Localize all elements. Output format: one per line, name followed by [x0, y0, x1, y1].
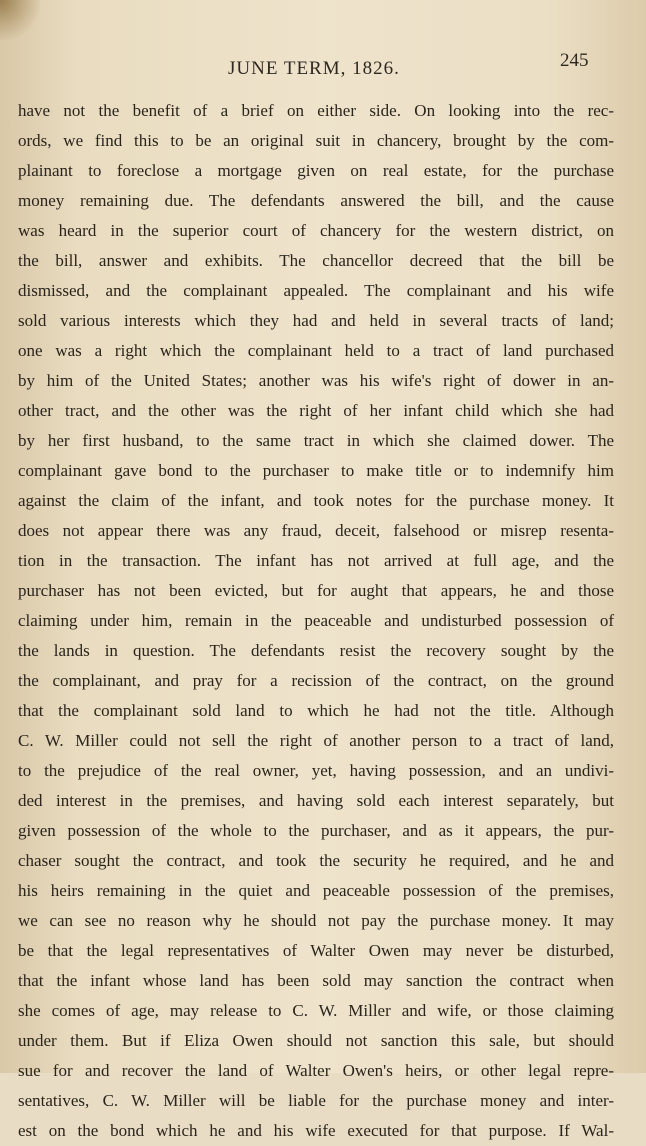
- text-line: claiming under him, remain in the peaceable and undisturbed possession of: [18, 611, 614, 630]
- text-line: by her first husband, to the same tract in which she claimed dower. The: [18, 431, 614, 450]
- text-line: be that the legal representatives of Walter Owen may never be disturbed,: [18, 941, 614, 960]
- text-line: we can see no reason why he should not pay the purchase money. It may: [18, 911, 614, 930]
- text-line: the bill, answer and exhibits. The chancellor decreed that the bill be: [18, 251, 614, 270]
- text-line: have not the benefit of a brief on either side. On looking into the rec-: [18, 101, 614, 120]
- corner-stain: [0, 0, 40, 40]
- text-line: chaser sought the contract, and took the security he required, and he and: [18, 851, 614, 870]
- text-line: given possession of the whole to the purchaser, and as it appears, the pur-: [18, 821, 614, 840]
- text-line: C. W. Miller could not sell the right of another person to a tract of land,: [18, 731, 614, 750]
- text-line: under them. But if Eliza Owen should not sanction this sale, but should: [18, 1031, 614, 1050]
- running-head: JUNE TERM, 1826.: [228, 58, 400, 79]
- body-text: [18, 96, 614, 1146]
- text-line: by him of the United States; another was his wife's right of dower in an-: [18, 371, 614, 390]
- text-line: does not appear there was any fraud, deceit, falsehood or misrep resenta-: [18, 521, 614, 540]
- text-line: one was a right which the complainant held to a tract of land purchased: [18, 341, 614, 360]
- text-line: the lands in question. The defendants resist the recovery sought by the: [18, 641, 614, 660]
- text-line: that the complainant sold land to which he had not the title. Although: [18, 701, 614, 720]
- text-line: tion in the transaction. The infant has not arrived at full age, and the: [18, 551, 614, 570]
- text-line: purchaser has not been evicted, but for aught that appears, he and those: [18, 581, 614, 600]
- text-line: money remaining due. The defendants answered the bill, and the cause: [18, 191, 614, 210]
- text-line: dismissed, and the complainant appealed. The complainant and his wife: [18, 281, 614, 300]
- text-line: other tract, and the other was the right of her infant child which she had: [18, 401, 614, 420]
- page-number: 245: [560, 50, 589, 71]
- text-line: to the prejudice of the real owner, yet, having possession, and an undivi-: [18, 761, 614, 780]
- text-line: she comes of age, may release to C. W. Miller and wife, or those claiming: [18, 1001, 614, 1020]
- text-line: sentatives, C. W. Miller will be liable for the purchase money and inter-: [18, 1091, 614, 1110]
- text-line: his heirs remaining in the quiet and peaceable possession of the premises,: [18, 881, 614, 900]
- text-line: plainant to foreclose a mortgage given on real estate, for the purchase: [18, 161, 614, 180]
- text-line: sue for and recover the land of Walter Owen's heirs, or other legal repre-: [18, 1061, 614, 1080]
- text-line: was heard in the superior court of chancery for the western district, on: [18, 221, 614, 240]
- text-line: the complainant, and pray for a recission of the contract, on the ground: [18, 671, 614, 690]
- text-line: sold various interests which they had and held in several tracts of land;: [18, 311, 614, 330]
- text-line: ded interest in the premises, and having sold each interest separately, but: [18, 791, 614, 810]
- text-line: against the claim of the infant, and took notes for the purchase money. It: [18, 491, 614, 510]
- text-line: est on the bond which he and his wife executed for that purpose. If Wal-: [18, 1121, 614, 1140]
- text-line: complainant gave bond to the purchaser to make title or to indemnify him: [18, 461, 614, 480]
- text-line: ords, we find this to be an original suit in chancery, brought by the com-: [18, 131, 614, 150]
- page-header: [0, 50, 646, 84]
- text-line: that the infant whose land has been sold may sanction the contract when: [18, 971, 614, 990]
